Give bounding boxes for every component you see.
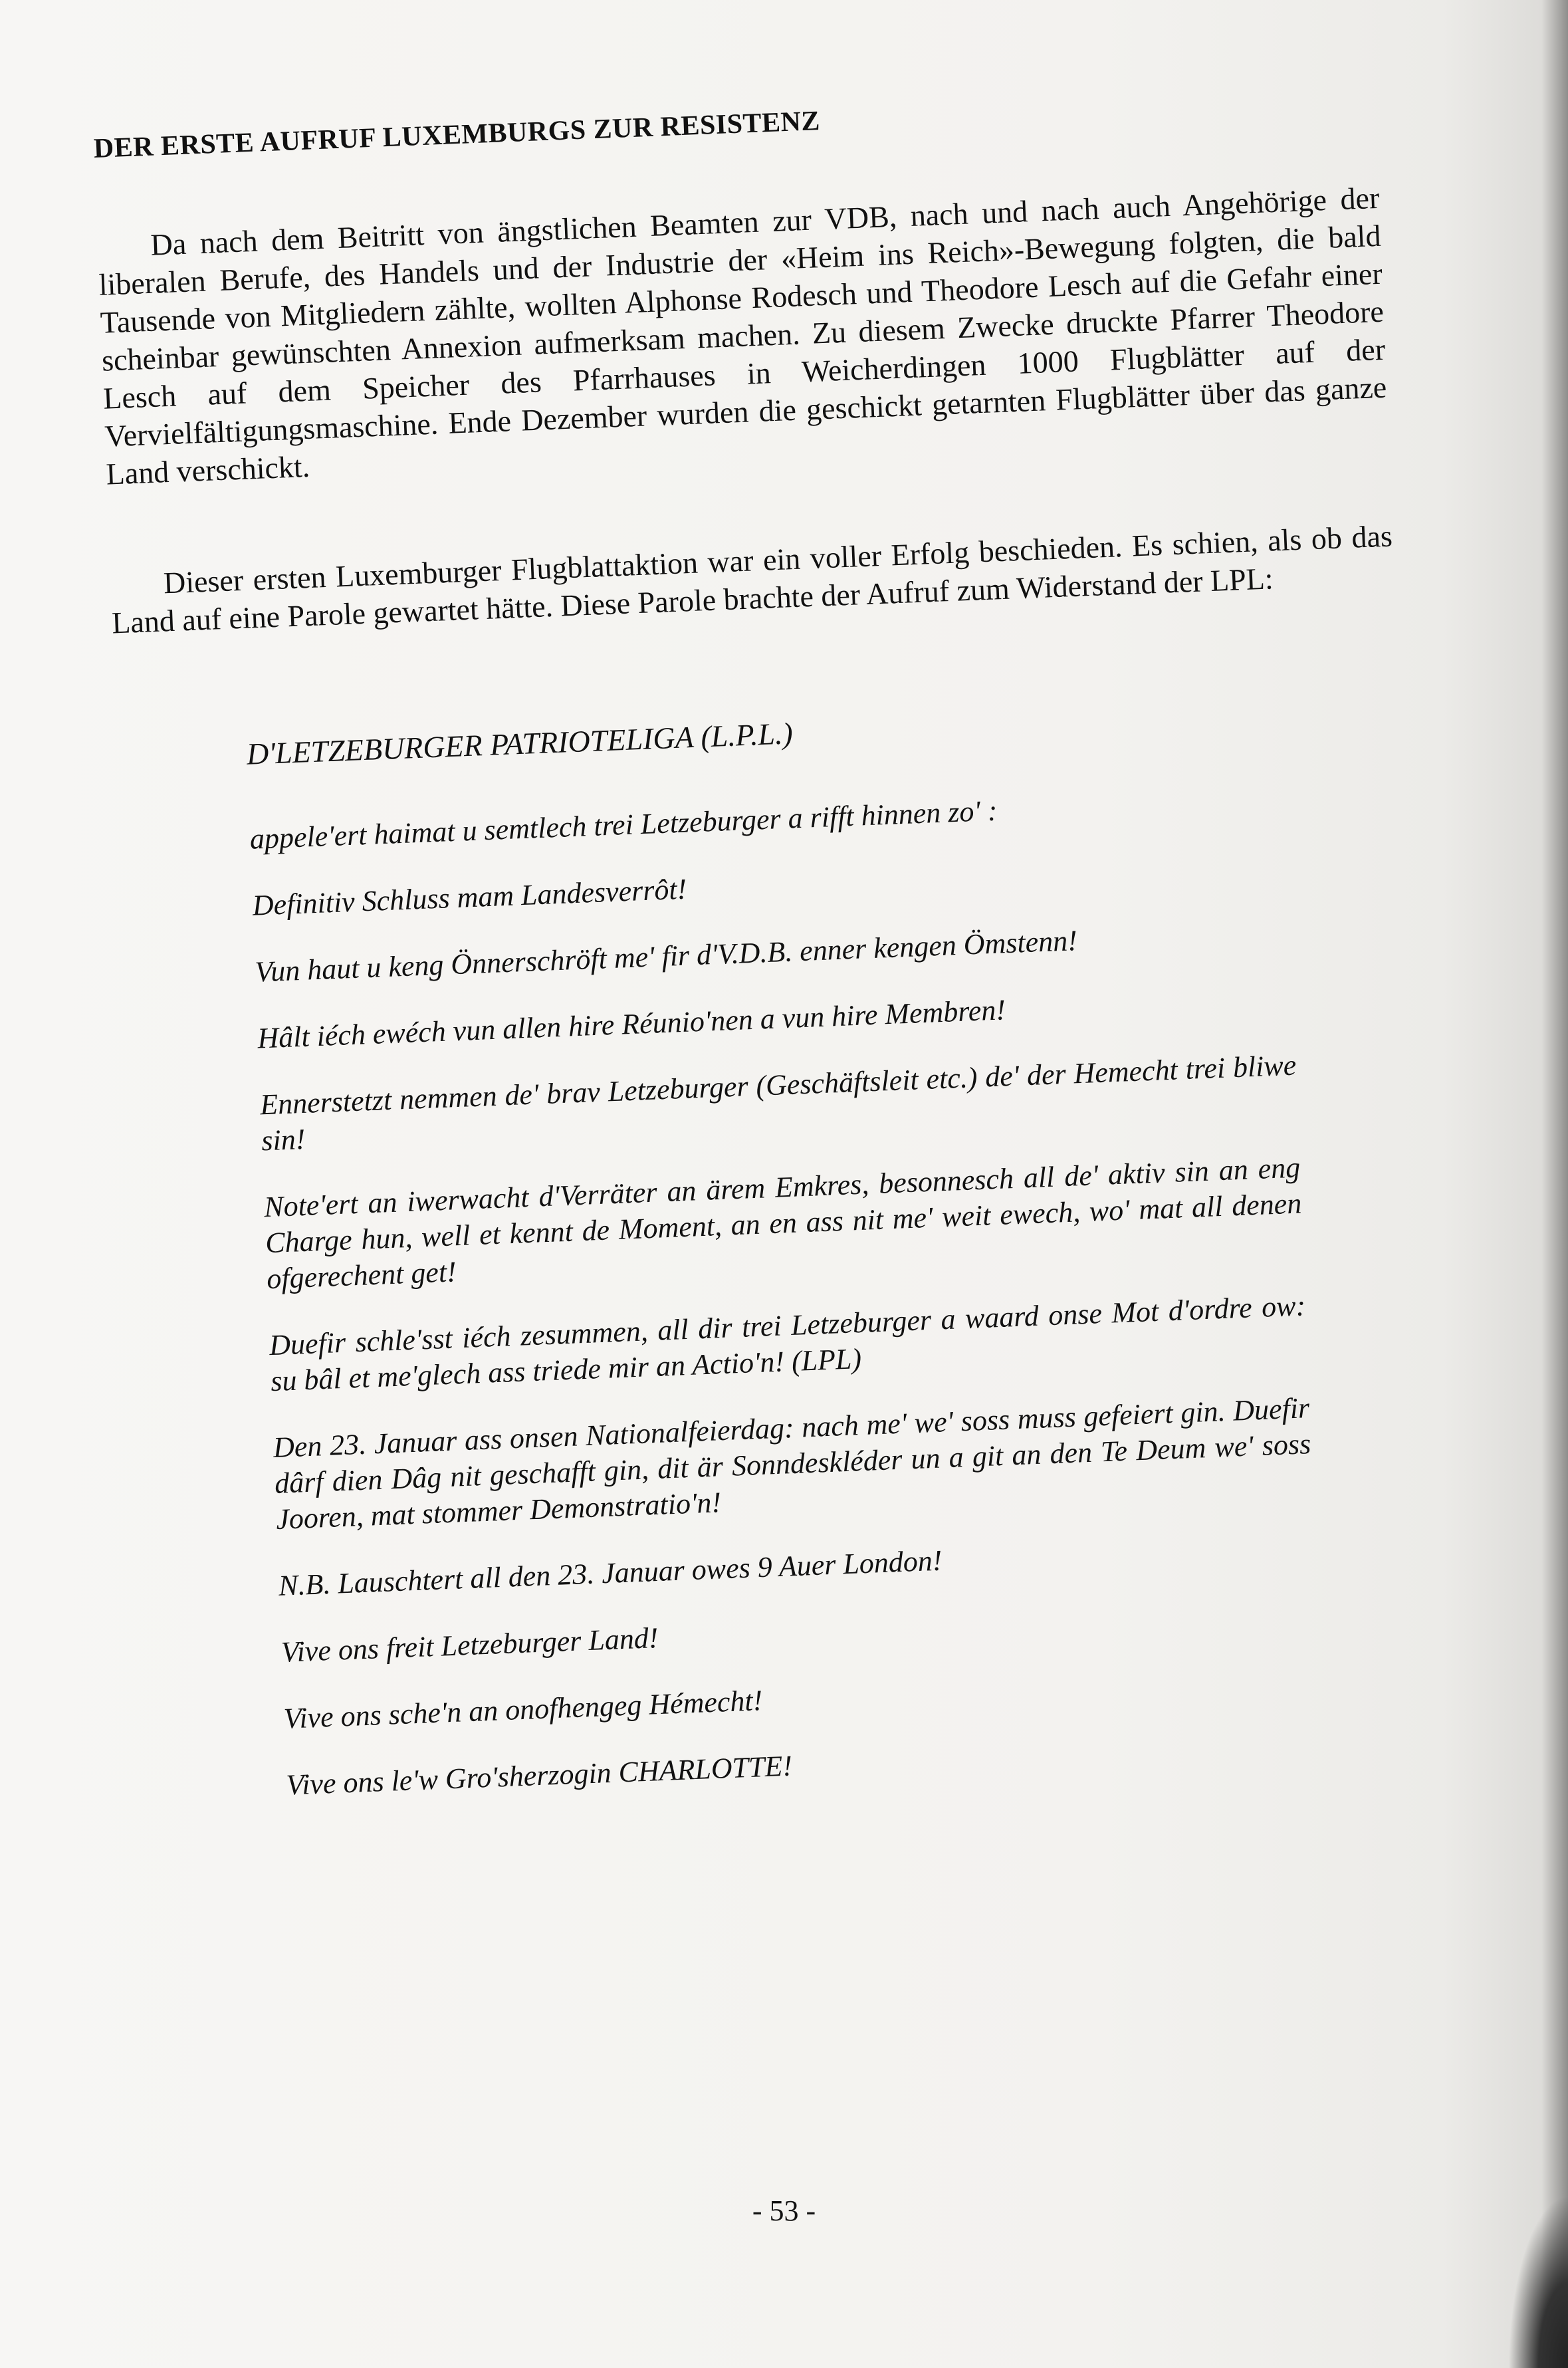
flyer-line: Vive ons le'w Gro'sherzogin CHARLOTTE! [285,1749,793,1802]
flyer-line: Vun haut u keng Önnerschröft me' fir d'V.D.B. enner kengen Ömstenn! [254,924,1078,989]
flyer-line: appele'ert haimat u semtlech trei Letzeburger a rifft hinnen zo' : [249,794,998,856]
paragraph-indent [98,255,151,257]
flyer-line: Ennerstetzt nemmen de' brav Letzeburger (Geschäftsleit etc.) de' der Hemecht trei bliwe sin! [259,1048,1297,1157]
flyer-line: Den 23. Januar ass onsen Nationalfeierdag: nach me' we' soss muss gefeiert gin. Duefir dârf dien Dâg nit geschafft gin, dit är Sonndeskléder un a git an den Te Deum we' soss Jooren, mat stommer Demonstratio'n! [273,1391,1311,1536]
paragraph-1 [96,179,1389,493]
flyer-title: D'LETZEBURGER PATRIOTELIGA (L.P.L.) [246,716,794,771]
page-corner-shadow [1508,2195,1568,2368]
flyer-line: Note'ert an iwerwacht d'Verräter an ärem Emkres, besonnesch all de' aktiv sin an eng Charge hun, well et kennt de Moment, an en ass nit me' weit ewech, wo' mat all denen ofgerechent get! [263,1151,1303,1296]
chapter-heading: DER ERSTE AUFRUF LUXEMBURGS ZUR RESISTENZ [93,106,821,164]
flyer-line: Hâlt iéch ewéch vun allen hire Réunio'nen a vun hire Membren! [257,993,1006,1055]
flyer-line: Definitiv Schluss mam Landesverrôt! [251,872,688,922]
paragraph-1-text: Da nach dem Beitritt von ängstlichen Beamten zur VDB, nach und nach auch Angehörige der liberalen Berufe, des Handels und der Industrie der «Heim ins Reich»-Bewegung folgten, die bald Tausende von Mitgliedern zählte, wollten Alphonse Rodesch und Theodore Lesch auf die Gefahr einer scheinbar gewünschten Annexion aufmerksam machen. Zu diesem Zwecke druckte Pfarrer Theodore Lesch auf dem Speicher des Pfarrhauses in Weicherdingen 1000 Flugblätter auf der Vervielfältigungsmaschine. Ende Dezember wurden die geschickt getarnten Flugblätter über das ganze Land verschickt. [98,180,1388,491]
flyer-line: Vive ons sche'n an onofhengeg Hémecht! [282,1684,764,1735]
flyer-quote [246,697,1323,1804]
flyer-line: N.B. Lauschtert all den 23. Januar owes 9 Auer London! [278,1544,943,1602]
page-content [93,84,1440,1839]
flyer-line: Duefir schle'sst iéch zesummen, all dir trei Letzeburger a waard onse Mot d'ordre ow: su bâl et me'glech ass triede mir an Actio'n! (LPL) [269,1289,1306,1398]
page-number: - 53 - [752,2194,816,2227]
flyer-line: Vive ons freit Letzeburger Land! [280,1621,659,1669]
paragraph-2-text: Dieser ersten Luxemburger Flugblattaktion war ein voller Erfolg beschieden. Es schien, als ob das Land auf eine Parole gewartet hätte. Diese Parole brachte der Aufruf zum Widerstand der LPL: [111,519,1393,640]
paragraph-2 [110,517,1395,642]
page-edge-shadow [1541,0,1568,2368]
paragraph-indent [111,593,164,595]
